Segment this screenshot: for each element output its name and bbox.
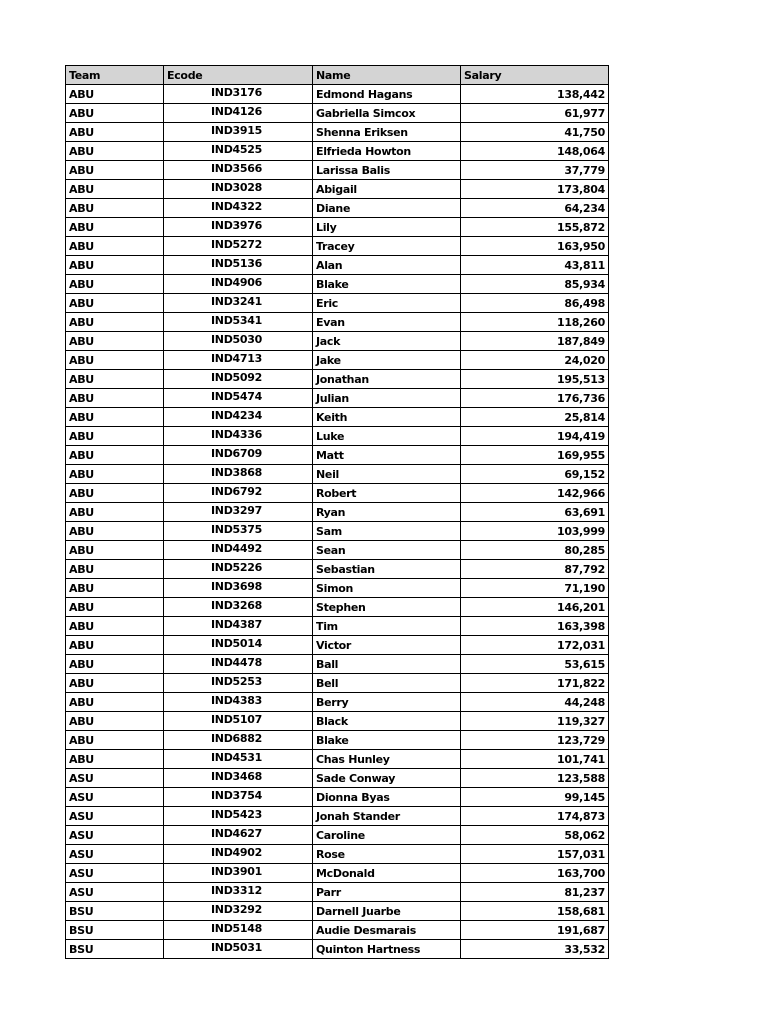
table-row <box>66 731 609 750</box>
cell-ecode[interactable]: IND3868 <box>164 465 313 484</box>
cell-team[interactable]: ABU <box>66 408 164 427</box>
table-row <box>66 199 609 218</box>
cell-name[interactable]: Jonathan <box>313 370 461 389</box>
cell-ecode[interactable]: IND5092 <box>164 370 313 389</box>
cell-salary[interactable]: 118,260 <box>461 313 609 332</box>
table-row <box>66 560 609 579</box>
cell-name[interactable]: Berry <box>313 693 461 712</box>
cell-ecode[interactable]: IND5031 <box>164 940 313 959</box>
cell-ecode[interactable]: IND4627 <box>164 826 313 845</box>
table-row <box>66 883 609 902</box>
cell-name[interactable]: Eric <box>313 294 461 313</box>
cell-team[interactable]: ASU <box>66 788 164 807</box>
cell-ecode[interactable]: IND3754 <box>164 788 313 807</box>
cell-ecode[interactable]: IND4336 <box>164 427 313 446</box>
cell-ecode[interactable]: IND4126 <box>164 104 313 123</box>
table-row <box>66 788 609 807</box>
table-row <box>66 921 609 940</box>
cell-ecode[interactable]: IND5341 <box>164 313 313 332</box>
cell-ecode[interactable]: IND4322 <box>164 199 313 218</box>
table-row <box>66 256 609 275</box>
table-row <box>66 446 609 465</box>
table-row <box>66 465 609 484</box>
cell-salary[interactable]: 123,729 <box>461 731 609 750</box>
cell-salary[interactable]: 172,031 <box>461 636 609 655</box>
header-team[interactable]: Team <box>66 66 164 85</box>
cell-name[interactable]: Sebastian <box>313 560 461 579</box>
cell-name[interactable]: Jack <box>313 332 461 351</box>
cell-ecode[interactable]: IND6882 <box>164 731 313 750</box>
cell-ecode[interactable]: IND5474 <box>164 389 313 408</box>
table-row <box>66 940 609 959</box>
cell-ecode[interactable]: IND3566 <box>164 161 313 180</box>
cell-salary[interactable]: 87,792 <box>461 560 609 579</box>
cell-salary[interactable]: 142,966 <box>461 484 609 503</box>
cell-team[interactable]: ABU <box>66 370 164 389</box>
table-row <box>66 541 609 560</box>
cell-team[interactable]: ABU <box>66 256 164 275</box>
table-row <box>66 408 609 427</box>
cell-team[interactable]: ABU <box>66 636 164 655</box>
cell-team[interactable]: ABU <box>66 161 164 180</box>
table-row <box>66 674 609 693</box>
cell-name[interactable]: Neil <box>313 465 461 484</box>
cell-name[interactable]: Stephen <box>313 598 461 617</box>
cell-team[interactable]: ABU <box>66 522 164 541</box>
table-row <box>66 522 609 541</box>
cell-team[interactable]: ABU <box>66 731 164 750</box>
cell-salary[interactable]: 33,532 <box>461 940 609 959</box>
cell-ecode[interactable]: IND3297 <box>164 503 313 522</box>
cell-team[interactable]: ABU <box>66 389 164 408</box>
cell-team[interactable]: ASU <box>66 845 164 864</box>
cell-ecode[interactable]: IND3292 <box>164 902 313 921</box>
cell-name[interactable]: Diane <box>313 199 461 218</box>
cell-salary[interactable]: 194,419 <box>461 427 609 446</box>
cell-salary[interactable]: 163,950 <box>461 237 609 256</box>
cell-salary[interactable]: 195,513 <box>461 370 609 389</box>
cell-salary[interactable]: 157,031 <box>461 845 609 864</box>
table-row <box>66 617 609 636</box>
table-row <box>66 484 609 503</box>
cell-salary[interactable]: 101,741 <box>461 750 609 769</box>
cell-name[interactable]: Robert <box>313 484 461 503</box>
cell-salary[interactable]: 103,999 <box>461 522 609 541</box>
cell-team[interactable]: ABU <box>66 598 164 617</box>
cell-team[interactable]: ASU <box>66 864 164 883</box>
cell-name[interactable]: Bell <box>313 674 461 693</box>
table-row <box>66 370 609 389</box>
cell-team[interactable]: ABU <box>66 560 164 579</box>
cell-team[interactable]: ASU <box>66 826 164 845</box>
cell-salary[interactable]: 44,248 <box>461 693 609 712</box>
cell-name[interactable]: Gabriella Simcox <box>313 104 461 123</box>
cell-name[interactable]: Dionna Byas <box>313 788 461 807</box>
table-row <box>66 313 609 332</box>
cell-name[interactable]: Elfrieda Howton <box>313 142 461 161</box>
cell-ecode[interactable]: IND5107 <box>164 712 313 731</box>
cell-name[interactable]: Jake <box>313 351 461 370</box>
cell-name[interactable]: Matt <box>313 446 461 465</box>
cell-ecode[interactable]: IND4492 <box>164 541 313 560</box>
table-row <box>66 769 609 788</box>
cell-ecode[interactable]: IND6792 <box>164 484 313 503</box>
cell-name[interactable]: Sam <box>313 522 461 541</box>
cell-salary[interactable]: 64,234 <box>461 199 609 218</box>
cell-team[interactable]: ABU <box>66 503 164 522</box>
cell-ecode[interactable]: IND6709 <box>164 446 313 465</box>
table-row <box>66 180 609 199</box>
cell-ecode[interactable]: IND3312 <box>164 883 313 902</box>
cell-team[interactable]: ABU <box>66 465 164 484</box>
cell-salary[interactable]: 148,064 <box>461 142 609 161</box>
cell-team[interactable]: ABU <box>66 275 164 294</box>
header-row <box>66 66 609 85</box>
cell-team[interactable]: ABU <box>66 712 164 731</box>
cell-ecode[interactable]: IND5272 <box>164 237 313 256</box>
cell-team[interactable]: ABU <box>66 674 164 693</box>
cell-ecode[interactable]: IND5226 <box>164 560 313 579</box>
cell-salary[interactable]: 69,152 <box>461 465 609 484</box>
cell-name[interactable]: Keith <box>313 408 461 427</box>
table-row <box>66 750 609 769</box>
cell-name[interactable]: Luke <box>313 427 461 446</box>
cell-salary[interactable]: 191,687 <box>461 921 609 940</box>
cell-team[interactable]: ABU <box>66 180 164 199</box>
cell-team[interactable]: ABU <box>66 332 164 351</box>
cell-team[interactable]: ABU <box>66 199 164 218</box>
cell-ecode[interactable]: IND3976 <box>164 218 313 237</box>
cell-team[interactable]: ASU <box>66 807 164 826</box>
cell-team[interactable]: ABU <box>66 85 164 104</box>
table-row <box>66 351 609 370</box>
cell-salary[interactable]: 80,285 <box>461 541 609 560</box>
cell-name[interactable]: Edmond Hagans <box>313 85 461 104</box>
cell-name[interactable]: Blake <box>313 731 461 750</box>
cell-salary[interactable]: 61,977 <box>461 104 609 123</box>
cell-salary[interactable]: 85,934 <box>461 275 609 294</box>
cell-ecode[interactable]: IND3901 <box>164 864 313 883</box>
cell-team[interactable]: ABU <box>66 541 164 560</box>
cell-salary[interactable]: 138,442 <box>461 85 609 104</box>
cell-ecode[interactable]: IND4902 <box>164 845 313 864</box>
cell-name[interactable]: Julian <box>313 389 461 408</box>
cell-team[interactable]: ASU <box>66 883 164 902</box>
cell-team[interactable]: ABU <box>66 351 164 370</box>
cell-name[interactable]: Sean <box>313 541 461 560</box>
cell-name[interactable]: Evan <box>313 313 461 332</box>
header-name[interactable]: Name <box>313 66 461 85</box>
cell-name[interactable]: Alan <box>313 256 461 275</box>
table-row <box>66 161 609 180</box>
cell-team[interactable]: ABU <box>66 218 164 237</box>
cell-ecode[interactable]: IND4478 <box>164 655 313 674</box>
table-row <box>66 294 609 313</box>
table-row <box>66 389 609 408</box>
table-row <box>66 655 609 674</box>
cell-name[interactable]: McDonald <box>313 864 461 883</box>
cell-ecode[interactable]: IND5014 <box>164 636 313 655</box>
cell-name[interactable]: Larissa Balis <box>313 161 461 180</box>
cell-team[interactable]: ASU <box>66 769 164 788</box>
cell-ecode[interactable]: IND4387 <box>164 617 313 636</box>
cell-team[interactable]: ABU <box>66 579 164 598</box>
cell-name[interactable]: Black <box>313 712 461 731</box>
cell-name[interactable]: Chas Hunley <box>313 750 461 769</box>
cell-ecode[interactable]: IND5253 <box>164 674 313 693</box>
cell-team[interactable]: BSU <box>66 921 164 940</box>
cell-salary[interactable]: 171,822 <box>461 674 609 693</box>
cell-team[interactable]: ABU <box>66 104 164 123</box>
cell-name[interactable]: Rose <box>313 845 461 864</box>
cell-team[interactable]: BSU <box>66 902 164 921</box>
table-row <box>66 864 609 883</box>
table-row <box>66 807 609 826</box>
cell-salary[interactable]: 123,588 <box>461 769 609 788</box>
table-row <box>66 123 609 142</box>
table-row <box>66 902 609 921</box>
cell-salary[interactable]: 158,681 <box>461 902 609 921</box>
cell-salary[interactable]: 163,700 <box>461 864 609 883</box>
cell-name[interactable]: Audie Desmarais <box>313 921 461 940</box>
cell-ecode[interactable]: IND3028 <box>164 180 313 199</box>
table-row <box>66 636 609 655</box>
table-row <box>66 218 609 237</box>
table-row <box>66 693 609 712</box>
cell-salary[interactable]: 174,873 <box>461 807 609 826</box>
cell-name[interactable]: Parr <box>313 883 461 902</box>
table-row <box>66 598 609 617</box>
cell-team[interactable]: BSU <box>66 940 164 959</box>
cell-ecode[interactable]: IND3268 <box>164 598 313 617</box>
table-row <box>66 712 609 731</box>
cell-salary[interactable]: 99,145 <box>461 788 609 807</box>
cell-salary[interactable]: 169,955 <box>461 446 609 465</box>
header-salary[interactable]: Salary <box>461 66 609 85</box>
cell-ecode[interactable]: IND3468 <box>164 769 313 788</box>
cell-name[interactable]: Abigail <box>313 180 461 199</box>
salary-table <box>65 65 609 959</box>
table-row <box>66 503 609 522</box>
cell-team[interactable]: ABU <box>66 693 164 712</box>
cell-team[interactable]: ABU <box>66 123 164 142</box>
table-row <box>66 104 609 123</box>
cell-ecode[interactable]: IND5030 <box>164 332 313 351</box>
table-row <box>66 85 609 104</box>
table-row <box>66 427 609 446</box>
cell-team[interactable]: ABU <box>66 484 164 503</box>
cell-name[interactable]: Shenna Eriksen <box>313 123 461 142</box>
cell-team[interactable]: ABU <box>66 237 164 256</box>
cell-salary[interactable]: 81,237 <box>461 883 609 902</box>
cell-ecode[interactable]: IND4383 <box>164 693 313 712</box>
table-row <box>66 142 609 161</box>
cell-team[interactable]: ABU <box>66 427 164 446</box>
cell-salary[interactable]: 25,814 <box>461 408 609 427</box>
cell-team[interactable]: ABU <box>66 294 164 313</box>
cell-name[interactable]: Tim <box>313 617 461 636</box>
table-row <box>66 275 609 294</box>
cell-name[interactable]: Ryan <box>313 503 461 522</box>
cell-salary[interactable]: 53,615 <box>461 655 609 674</box>
cell-team[interactable]: ABU <box>66 750 164 769</box>
cell-ecode[interactable]: IND4234 <box>164 408 313 427</box>
cell-ecode[interactable]: IND5136 <box>164 256 313 275</box>
cell-ecode[interactable]: IND3698 <box>164 579 313 598</box>
header-ecode[interactable]: Ecode <box>164 66 313 85</box>
table-row <box>66 579 609 598</box>
table-row <box>66 845 609 864</box>
cell-name[interactable]: Sade Conway <box>313 769 461 788</box>
cell-team[interactable]: ABU <box>66 313 164 332</box>
cell-ecode[interactable]: IND4531 <box>164 750 313 769</box>
cell-ecode[interactable]: IND3176 <box>164 85 313 104</box>
cell-name[interactable]: Jonah Stander <box>313 807 461 826</box>
cell-salary[interactable]: 86,498 <box>461 294 609 313</box>
cell-salary[interactable]: 37,779 <box>461 161 609 180</box>
table-row <box>66 332 609 351</box>
cell-salary[interactable]: 187,849 <box>461 332 609 351</box>
table-row <box>66 826 609 845</box>
cell-name[interactable]: Simon <box>313 579 461 598</box>
cell-ecode[interactable]: IND3915 <box>164 123 313 142</box>
table-body <box>66 85 609 959</box>
cell-ecode[interactable]: IND4525 <box>164 142 313 161</box>
cell-salary[interactable]: 163,398 <box>461 617 609 636</box>
cell-name[interactable]: Ball <box>313 655 461 674</box>
cell-ecode[interactable]: IND5375 <box>164 522 313 541</box>
cell-name[interactable]: Caroline <box>313 826 461 845</box>
cell-name[interactable]: Victor <box>313 636 461 655</box>
cell-salary[interactable]: 24,020 <box>461 351 609 370</box>
cell-name[interactable]: Lily <box>313 218 461 237</box>
cell-name[interactable]: Blake <box>313 275 461 294</box>
cell-salary[interactable]: 173,804 <box>461 180 609 199</box>
cell-ecode[interactable]: IND3241 <box>164 294 313 313</box>
cell-salary[interactable]: 176,736 <box>461 389 609 408</box>
cell-name[interactable]: Quinton Hartness <box>313 940 461 959</box>
cell-team[interactable]: ABU <box>66 446 164 465</box>
cell-salary[interactable]: 119,327 <box>461 712 609 731</box>
cell-salary[interactable]: 63,691 <box>461 503 609 522</box>
cell-ecode[interactable]: IND4713 <box>164 351 313 370</box>
cell-salary[interactable]: 41,750 <box>461 123 609 142</box>
cell-team[interactable]: ABU <box>66 142 164 161</box>
cell-ecode[interactable]: IND5423 <box>164 807 313 826</box>
cell-salary[interactable]: 58,062 <box>461 826 609 845</box>
cell-name[interactable]: Tracey <box>313 237 461 256</box>
cell-salary[interactable]: 146,201 <box>461 598 609 617</box>
cell-ecode[interactable]: IND5148 <box>164 921 313 940</box>
cell-ecode[interactable]: IND4906 <box>164 275 313 294</box>
cell-name[interactable]: Darnell Juarbe <box>313 902 461 921</box>
cell-salary[interactable]: 43,811 <box>461 256 609 275</box>
cell-salary[interactable]: 71,190 <box>461 579 609 598</box>
table-row <box>66 237 609 256</box>
cell-team[interactable]: ABU <box>66 655 164 674</box>
cell-team[interactable]: ABU <box>66 617 164 636</box>
cell-salary[interactable]: 155,872 <box>461 218 609 237</box>
